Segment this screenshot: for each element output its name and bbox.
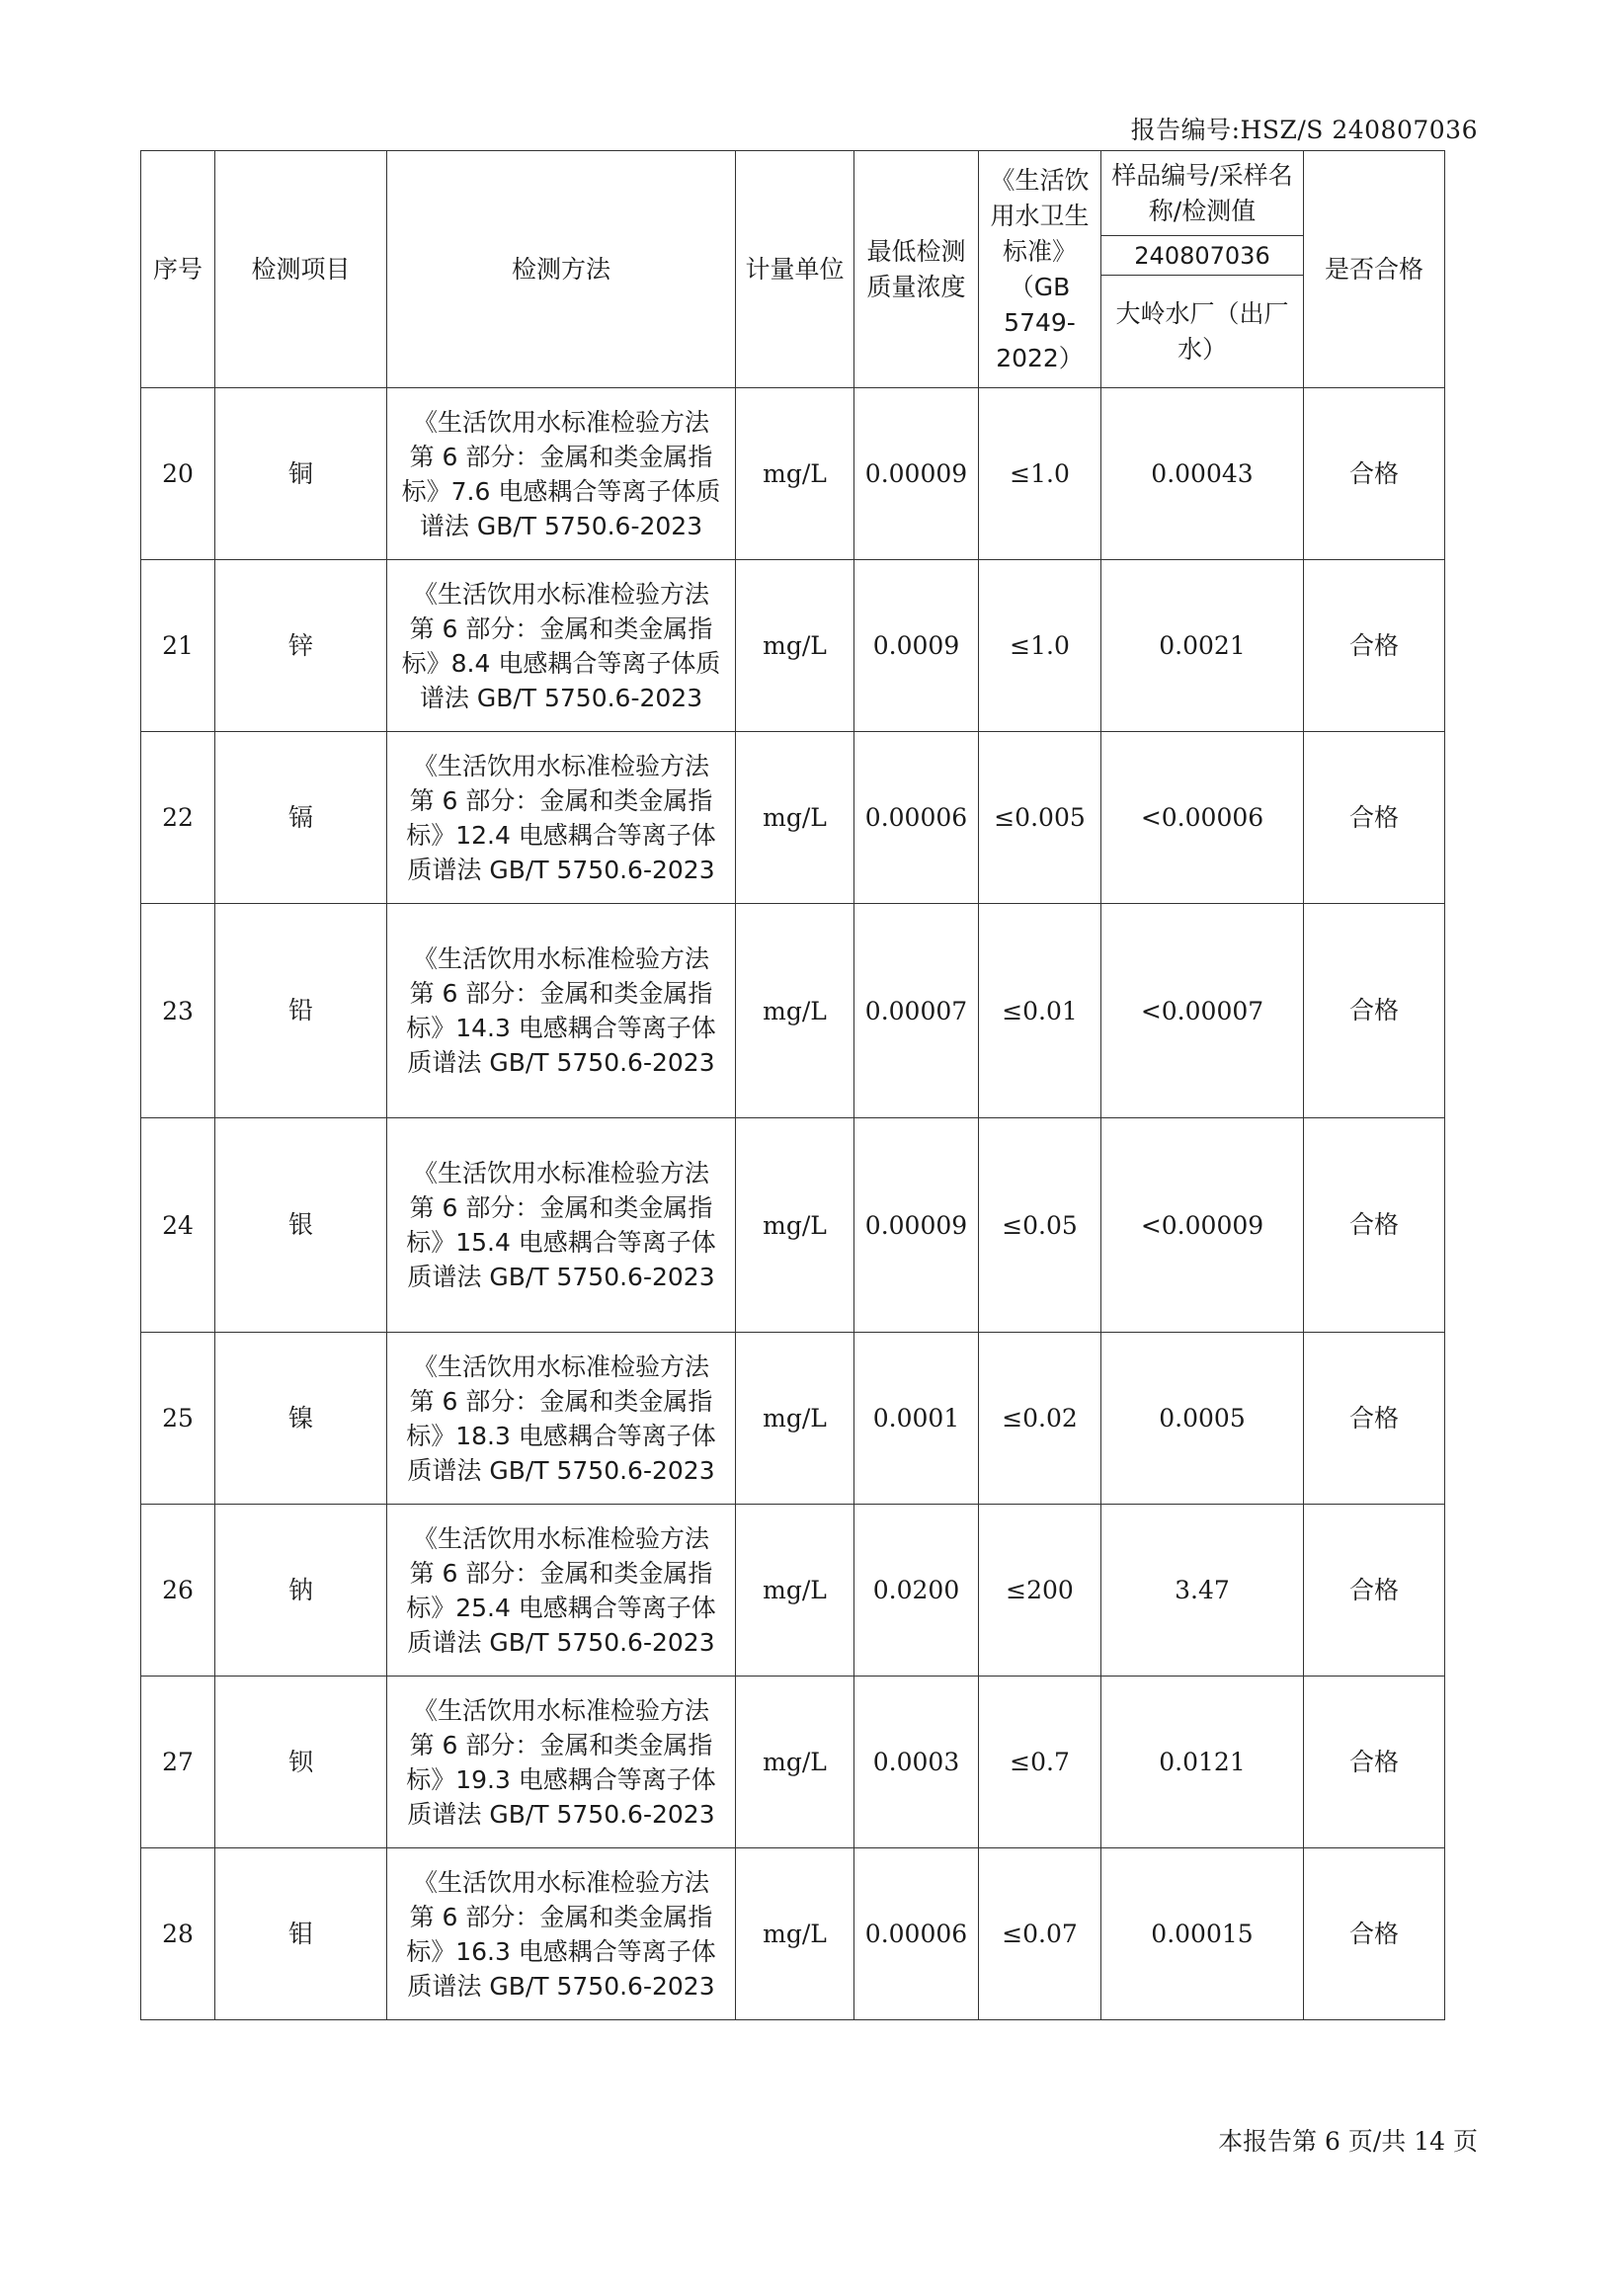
page-footer: 本报告第 6 页/共 14 页 xyxy=(1218,2127,1478,2156)
row-limit: ≤0.7 xyxy=(979,1677,1101,1848)
header-seq: 序号 xyxy=(141,151,215,388)
table-row xyxy=(141,732,1445,904)
row-result: 合格 xyxy=(1304,1333,1445,1505)
row-result: 合格 xyxy=(1304,1505,1445,1677)
row-seq: 24 xyxy=(141,1118,215,1333)
row-method: 《生活饮用水标准检验方法 第 6 部分：金属和类金属指标》14.3 电感耦合等离子体质谱法 GB/T 5750.6-2023 xyxy=(387,904,736,1118)
row-limit: ≤1.0 xyxy=(979,388,1101,560)
table-row xyxy=(141,1848,1445,2020)
row-value: 0.00043 xyxy=(1101,388,1304,560)
row-value: <0.00007 xyxy=(1101,904,1304,1118)
row-limit: ≤0.005 xyxy=(979,732,1101,904)
header-method: 检测方法 xyxy=(387,151,736,388)
row-value: <0.00006 xyxy=(1101,732,1304,904)
table-row xyxy=(141,560,1445,732)
row-result: 合格 xyxy=(1304,388,1445,560)
row-result: 合格 xyxy=(1304,904,1445,1118)
row-min-conc: 0.00006 xyxy=(854,732,979,904)
row-item: 铜 xyxy=(215,388,387,560)
row-value: 0.00015 xyxy=(1101,1848,1304,2020)
test-results-table xyxy=(140,150,1445,2020)
row-min-conc: 0.00009 xyxy=(854,388,979,560)
row-value: 3.47 xyxy=(1101,1505,1304,1677)
row-limit: ≤200 xyxy=(979,1505,1101,1677)
table-row xyxy=(141,1118,1445,1333)
table-row xyxy=(141,388,1445,560)
row-item: 镍 xyxy=(215,1333,387,1505)
row-min-conc: 0.00009 xyxy=(854,1118,979,1333)
row-result: 合格 xyxy=(1304,560,1445,732)
row-method: 《生活饮用水标准检验方法 第 6 部分：金属和类金属指标》16.3 电感耦合等离子体质谱法 GB/T 5750.6-2023 xyxy=(387,1848,736,2020)
table-row xyxy=(141,1677,1445,1848)
row-min-conc: 0.0200 xyxy=(854,1505,979,1677)
row-item: 锌 xyxy=(215,560,387,732)
header-sample-group: 样品编号/采样名称/检测值 xyxy=(1101,151,1304,236)
row-seq: 22 xyxy=(141,732,215,904)
report-number: 报告编号:HSZ/S 240807036 xyxy=(1130,116,1478,144)
row-value: 0.0005 xyxy=(1101,1333,1304,1505)
row-result: 合格 xyxy=(1304,1118,1445,1333)
row-min-conc: 0.00006 xyxy=(854,1848,979,2020)
row-seq: 23 xyxy=(141,904,215,1118)
row-value: <0.00009 xyxy=(1101,1118,1304,1333)
row-item: 银 xyxy=(215,1118,387,1333)
row-unit: mg/L xyxy=(736,732,854,904)
row-item: 钡 xyxy=(215,1677,387,1848)
header-unit: 计量单位 xyxy=(736,151,854,388)
header-sample-no: 240807036 xyxy=(1101,236,1304,276)
row-method: 《生活饮用水标准检验方法 第 6 部分：金属和类金属指标》12.4 电感耦合等离子体质谱法 GB/T 5750.6-2023 xyxy=(387,732,736,904)
row-seq: 25 xyxy=(141,1333,215,1505)
row-min-conc: 0.0003 xyxy=(854,1677,979,1848)
row-limit: ≤0.02 xyxy=(979,1333,1101,1505)
row-unit: mg/L xyxy=(736,1848,854,2020)
row-result: 合格 xyxy=(1304,732,1445,904)
row-limit: ≤0.01 xyxy=(979,904,1101,1118)
row-unit: mg/L xyxy=(736,388,854,560)
row-method: 《生活饮用水标准检验方法 第 6 部分：金属和类金属指标》8.4 电感耦合等离子体质谱法 GB/T 5750.6-2023 xyxy=(387,560,736,732)
row-limit: ≤0.07 xyxy=(979,1848,1101,2020)
row-value: 0.0121 xyxy=(1101,1677,1304,1848)
row-min-conc: 0.0001 xyxy=(854,1333,979,1505)
row-seq: 27 xyxy=(141,1677,215,1848)
row-item: 铅 xyxy=(215,904,387,1118)
row-unit: mg/L xyxy=(736,1677,854,1848)
row-unit: mg/L xyxy=(736,1505,854,1677)
row-unit: mg/L xyxy=(736,560,854,732)
row-item: 钼 xyxy=(215,1848,387,2020)
row-seq: 26 xyxy=(141,1505,215,1677)
row-item: 钠 xyxy=(215,1505,387,1677)
table-row xyxy=(141,904,1445,1118)
row-limit: ≤1.0 xyxy=(979,560,1101,732)
row-method: 《生活饮用水标准检验方法 第 6 部分：金属和类金属指标》7.6 电感耦合等离子体质谱法 GB/T 5750.6-2023 xyxy=(387,388,736,560)
row-min-conc: 0.00007 xyxy=(854,904,979,1118)
row-method: 《生活饮用水标准检验方法 第 6 部分：金属和类金属指标》15.4 电感耦合等离子体质谱法 GB/T 5750.6-2023 xyxy=(387,1118,736,1333)
row-seq: 20 xyxy=(141,388,215,560)
row-limit: ≤0.05 xyxy=(979,1118,1101,1333)
row-method: 《生活饮用水标准检验方法 第 6 部分：金属和类金属指标》18.3 电感耦合等离子体质谱法 GB/T 5750.6-2023 xyxy=(387,1333,736,1505)
row-result: 合格 xyxy=(1304,1677,1445,1848)
row-method: 《生活饮用水标准检验方法 第 6 部分：金属和类金属指标》19.3 电感耦合等离子体质谱法 GB/T 5750.6-2023 xyxy=(387,1677,736,1848)
row-value: 0.0021 xyxy=(1101,560,1304,732)
header-sample-name: 大岭水厂（出厂水） xyxy=(1101,276,1304,388)
header-standard: 《生活饮用水卫生标准》（GB 5749-2022） xyxy=(979,151,1101,388)
table-row xyxy=(141,1505,1445,1677)
header-min-conc: 最低检测质量浓度 xyxy=(854,151,979,388)
row-min-conc: 0.0009 xyxy=(854,560,979,732)
row-unit: mg/L xyxy=(736,904,854,1118)
row-method: 《生活饮用水标准检验方法 第 6 部分：金属和类金属指标》25.4 电感耦合等离子体质谱法 GB/T 5750.6-2023 xyxy=(387,1505,736,1677)
table-row xyxy=(141,1333,1445,1505)
row-item: 镉 xyxy=(215,732,387,904)
row-unit: mg/L xyxy=(736,1118,854,1333)
header-item: 检测项目 xyxy=(215,151,387,388)
header-qualified: 是否合格 xyxy=(1304,151,1445,388)
row-seq: 21 xyxy=(141,560,215,732)
row-unit: mg/L xyxy=(736,1333,854,1505)
row-result: 合格 xyxy=(1304,1848,1445,2020)
row-seq: 28 xyxy=(141,1848,215,2020)
